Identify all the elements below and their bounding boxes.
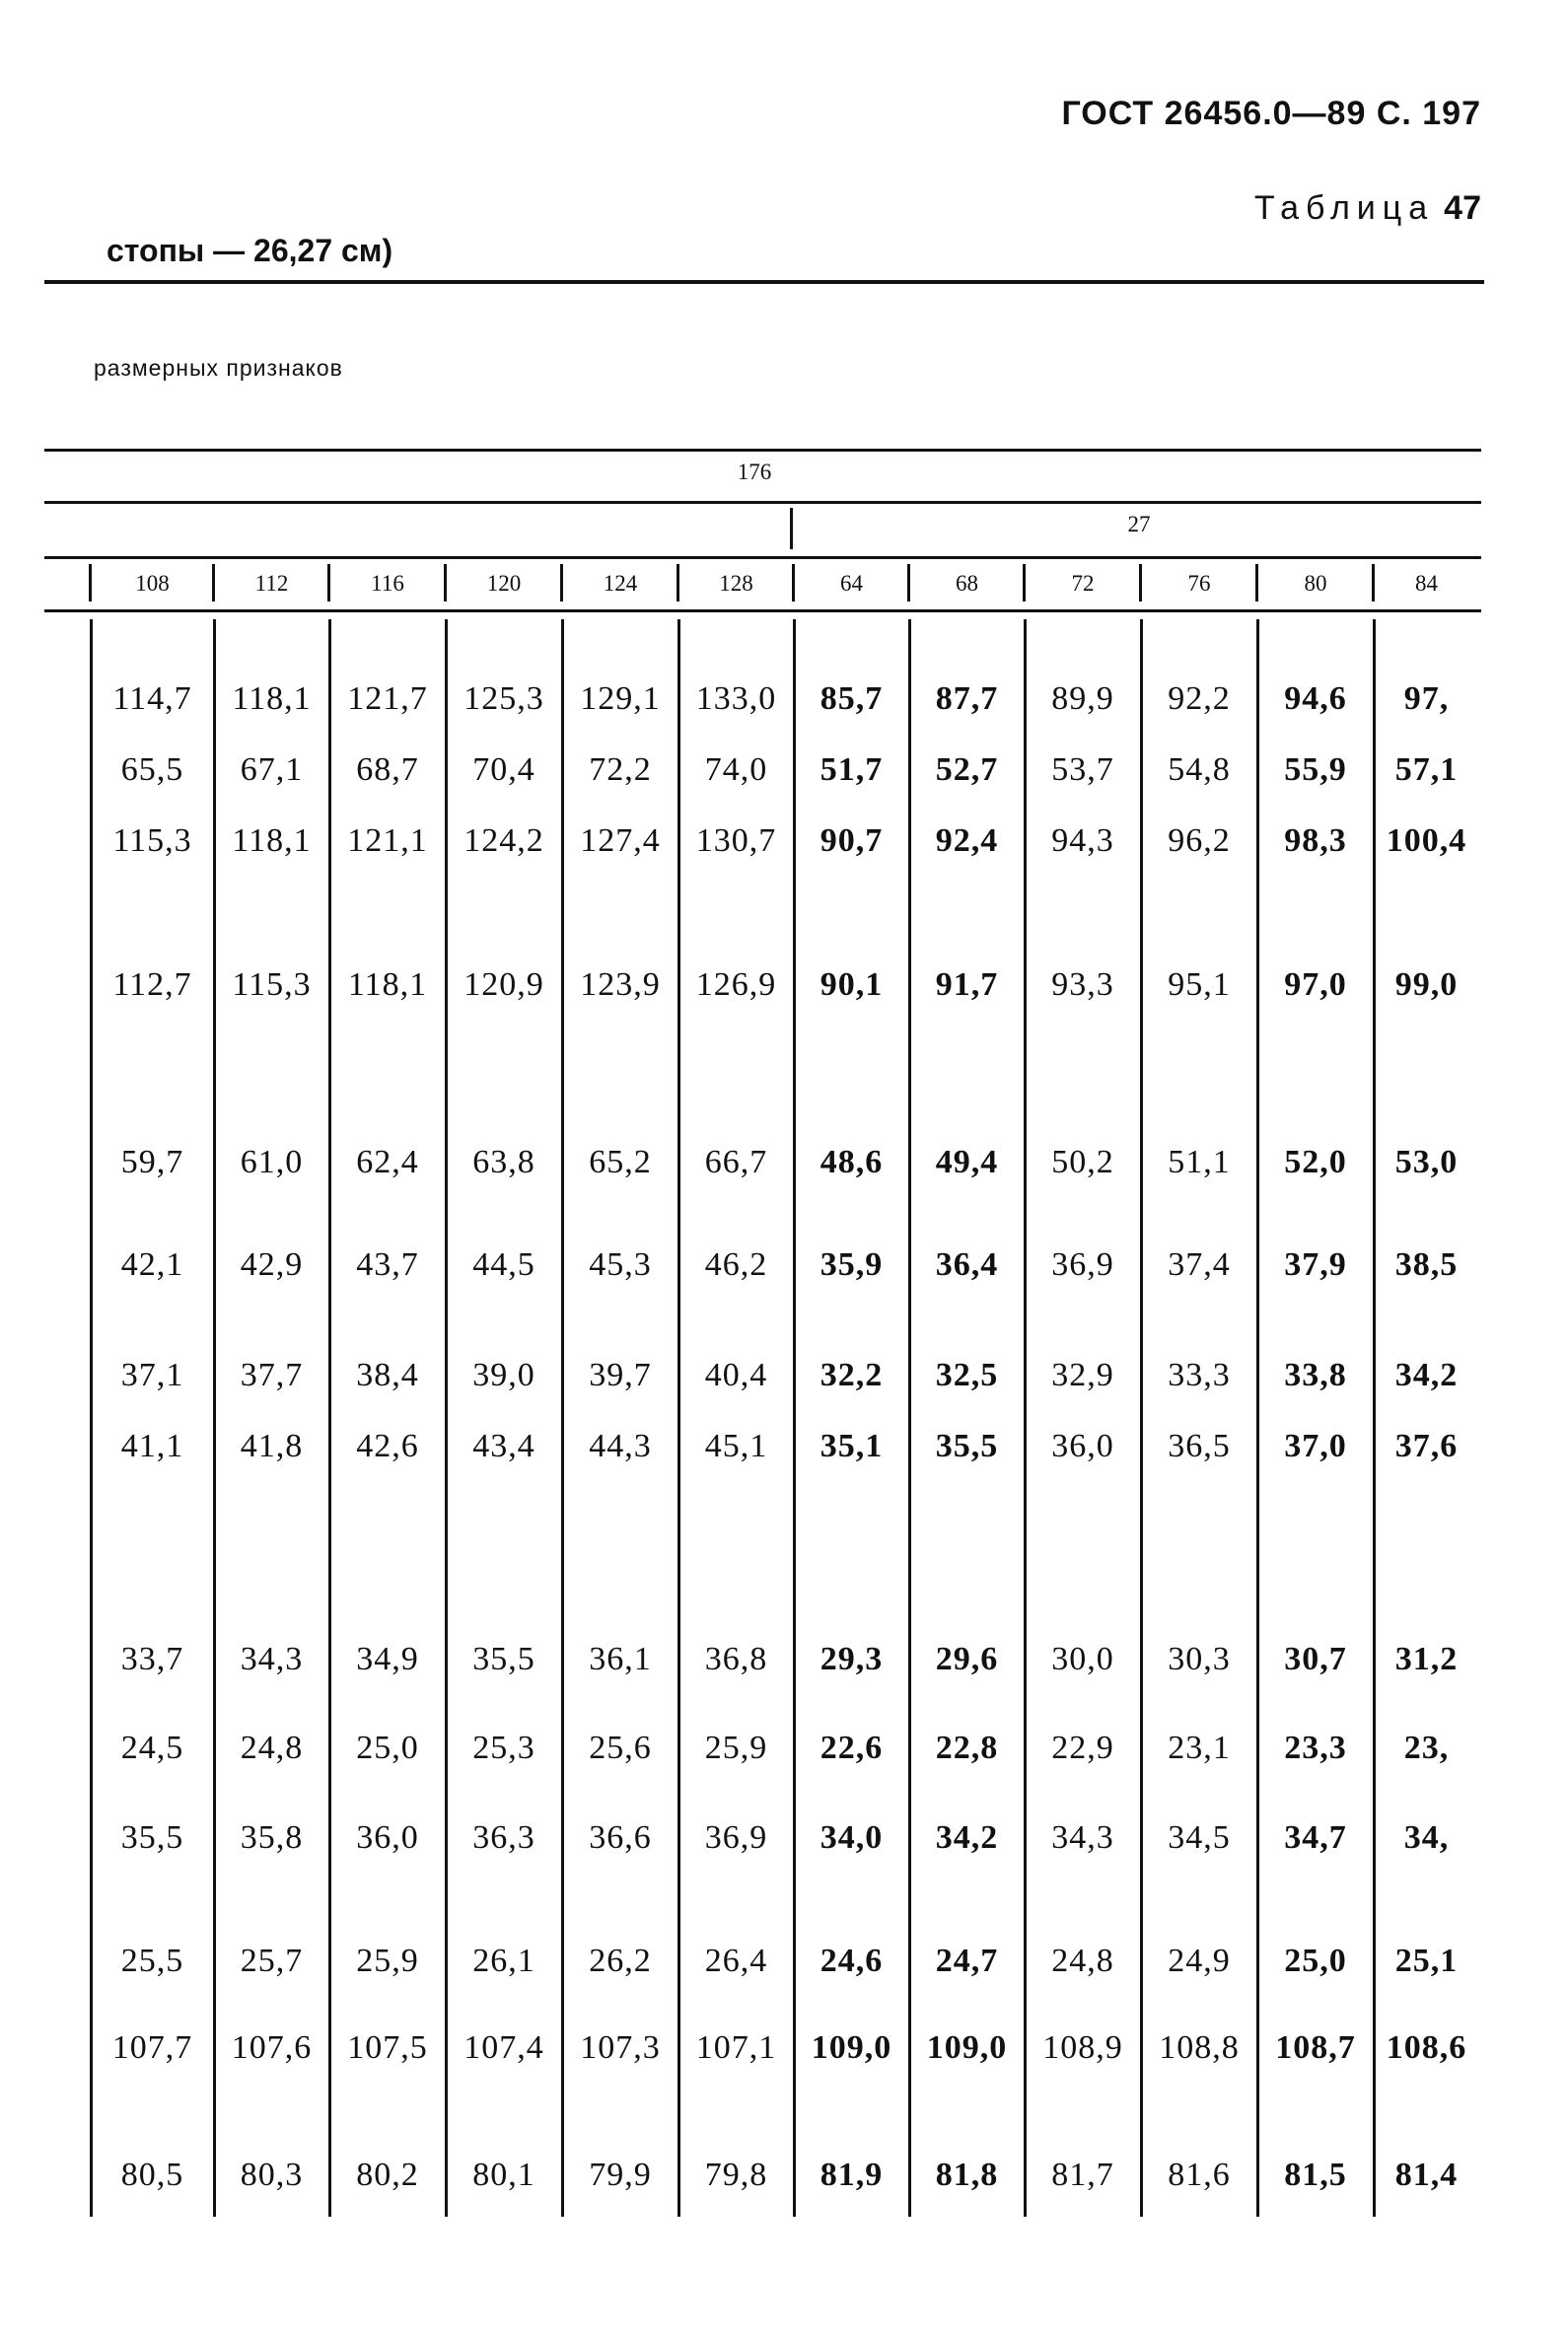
table-cell: 38,4 [356,1357,419,1393]
table-cell: 33,7 [120,1641,184,1677]
table-cell: 23,1 [1168,1730,1231,1766]
table-cell: 26,4 [704,1943,768,1979]
table-subtitle: стопы — 26,27 см) [107,233,393,268]
table-cell: 36,9 [704,1819,768,1856]
table-word: Таблица [1253,189,1435,227]
table-cell: 22,9 [1051,1730,1114,1766]
table-cell: 133,0 [695,680,777,717]
table-cell: 92,2 [1168,680,1231,717]
body-top-rule [44,609,1481,612]
table-cell: 68,7 [356,751,419,788]
group-separator [790,508,793,549]
column-line [908,619,911,2217]
table-cell: 35,8 [240,1819,304,1856]
table-cell: 126,9 [695,966,777,1003]
table-cell: 114,7 [112,680,192,717]
table-cell: 61,0 [240,1144,304,1180]
table-cell: 39,7 [589,1357,652,1393]
top-rule [44,280,1484,284]
table-cell: 25,5 [120,1943,184,1979]
table-cell: 81,6 [1168,2157,1231,2193]
table-cell: 23,3 [1284,1730,1347,1766]
table-number: 47 [1444,189,1481,227]
table-cell: 45,1 [704,1428,768,1464]
table-cell: 53,0 [1394,1144,1459,1180]
column-header-120: 120 [446,564,562,603]
table-cell: 99,0 [1394,966,1459,1003]
column-line [1373,619,1376,2217]
table-cell: 118,1 [232,680,312,717]
table-cell: 94,6 [1284,680,1347,717]
table-cell: 35,1 [820,1428,884,1464]
table-cell: 37,4 [1168,1246,1231,1283]
table-cell: 24,5 [120,1730,184,1766]
column-header-80: 80 [1257,564,1374,603]
table-cell: 36,0 [356,1819,419,1856]
column-header-68: 68 [909,564,1025,603]
table-cell: 34,9 [356,1641,419,1677]
table-cell: 24,8 [1051,1943,1114,1979]
table-cell: 108,8 [1159,2029,1240,2066]
table-cell: 45,3 [589,1246,652,1283]
table-cell: 108,7 [1275,2029,1356,2066]
table-cell: 80,2 [356,2157,419,2193]
table-cell: 79,8 [704,2157,768,2193]
table-cell: 26,2 [589,1943,652,1979]
table-cell: 49,4 [935,1144,999,1180]
table-cell: 35,9 [820,1246,884,1283]
table-cell: 29,6 [935,1641,999,1677]
table-cell: 35,5 [120,1819,184,1856]
table-cell: 107,5 [347,2029,428,2066]
document-header: ГОСТ 26456.0—89 С. 197 [1061,95,1481,132]
column-header-124: 124 [562,564,678,603]
table-cell: 34,5 [1168,1819,1231,1856]
table-cell: 127,4 [580,822,661,859]
table-cell: 32,9 [1051,1357,1114,1393]
column-header-112: 112 [214,564,329,603]
table-cell: 22,8 [935,1730,999,1766]
table-cell: 33,3 [1168,1357,1231,1393]
table-cell: 121,7 [347,680,428,717]
column-line [677,619,680,2217]
table-cell: 34,0 [820,1819,884,1856]
table-cell: 109,0 [811,2029,892,2066]
table-cell: 81,5 [1284,2157,1347,2193]
group-header-height: 176 [737,460,772,484]
table-cell: 118,1 [347,966,428,1003]
table-cell: 65,2 [589,1144,652,1180]
table-cell: 70,4 [472,751,535,788]
table-cell: 97,0 [1284,966,1347,1003]
table-cell: 85,7 [820,680,884,717]
table-cell: 97, [1403,680,1450,717]
table-cell: 108,9 [1042,2029,1123,2066]
table-cell: 36,5 [1168,1428,1231,1464]
table-cell: 44,5 [472,1246,535,1283]
table-cell: 30,7 [1284,1641,1347,1677]
table-cell: 81,7 [1051,2157,1114,2193]
table-cell: 24,9 [1168,1943,1231,1979]
table-cell: 91,7 [935,966,999,1003]
column-line [90,619,93,2217]
table-cell: 123,9 [580,966,661,1003]
table-cell: 94,3 [1051,822,1114,859]
table-cell: 120,9 [463,966,544,1003]
table-cell: 54,8 [1168,751,1231,788]
table-cell: 35,5 [472,1641,535,1677]
table-cell: 55,9 [1284,751,1347,788]
table-cell: 63,8 [472,1144,535,1180]
column-line [1140,619,1143,2217]
table-cell: 36,6 [589,1819,652,1856]
table-cell: 107,3 [580,2029,661,2066]
table-cell: 130,7 [695,822,777,859]
table-cell: 100,4 [1386,822,1467,859]
table-cell: 42,1 [120,1246,184,1283]
table-cell: 34, [1403,1819,1450,1856]
table-cell: 107,1 [695,2029,777,2066]
table-cell: 52,7 [935,751,999,788]
table-cell: 42,9 [240,1246,304,1283]
table-cell: 96,2 [1168,822,1231,859]
table-cell: 129,1 [580,680,661,717]
table-cell: 89,9 [1051,680,1114,717]
column-header-128: 128 [678,564,794,603]
column-line [1256,619,1259,2217]
table-cell: 37,1 [120,1357,184,1393]
table-cell: 81,8 [935,2157,999,2193]
table-cell: 25,6 [589,1730,652,1766]
table-cell: 37,6 [1394,1428,1459,1464]
table-cell: 25,0 [1284,1943,1347,1979]
table-cell: 30,0 [1051,1641,1114,1677]
table-cell: 48,6 [820,1144,884,1180]
table-cell: 40,4 [704,1357,768,1393]
table-cell: 25,9 [356,1943,419,1979]
table-cell: 79,9 [589,2157,652,2193]
table-cell: 80,5 [120,2157,184,2193]
column-header-108: 108 [91,564,214,603]
column-header-64: 64 [794,564,909,603]
table-cell: 74,0 [704,751,768,788]
table-cell: 87,7 [935,680,999,717]
column-line [213,619,216,2217]
column-line [1024,619,1027,2217]
table-cell: 107,4 [463,2029,544,2066]
table-cell: 108,6 [1386,2029,1467,2066]
table-label [1254,189,1481,228]
table-top-rule [44,449,1481,452]
table-cell: 52,0 [1284,1144,1347,1180]
table-cell: 90,7 [820,822,884,859]
table-cell: 29,3 [820,1641,884,1677]
table-cell: 90,1 [820,966,884,1003]
table-cell: 67,1 [240,751,304,788]
table-cell: 44,3 [589,1428,652,1464]
table-cell: 37,9 [1284,1246,1347,1283]
table-cell: 57,1 [1394,751,1459,788]
table-cell: 81,9 [820,2157,884,2193]
column-line [445,619,448,2217]
table-cell: 65,5 [120,751,184,788]
table-cell: 118,1 [232,822,312,859]
table-cell: 42,6 [356,1428,419,1464]
table-cell: 34,2 [935,1819,999,1856]
table-cell: 30,3 [1168,1641,1231,1677]
table-cell: 24,7 [935,1943,999,1979]
table-cell: 72,2 [589,751,652,788]
table-cell: 25,1 [1394,1943,1459,1979]
table-cell: 36,8 [704,1641,768,1677]
table-cell: 46,2 [704,1246,768,1283]
table-cell: 80,3 [240,2157,304,2193]
table-cell: 121,1 [347,822,428,859]
table-cell: 43,7 [356,1246,419,1283]
table-cell: 125,3 [463,680,544,717]
table-cell: 41,8 [240,1428,304,1464]
table-cell: 41,1 [120,1428,184,1464]
group-rule [44,501,1481,504]
column-header-rule [44,556,1481,559]
table-cell: 95,1 [1168,966,1231,1003]
column-header-72: 72 [1025,564,1141,603]
table-cell: 98,3 [1284,822,1347,859]
table-cell: 38,5 [1394,1246,1459,1283]
table-cell: 36,9 [1051,1246,1114,1283]
column-line [793,619,796,2217]
table-cell: 36,1 [589,1641,652,1677]
table-cell: 25,3 [472,1730,535,1766]
table-cell: 24,8 [240,1730,304,1766]
table-cell: 34,3 [240,1641,304,1677]
table-cell: 36,0 [1051,1428,1114,1464]
table-cell: 25,9 [704,1730,768,1766]
table-cell: 124,2 [463,822,544,859]
table-cell: 37,0 [1284,1428,1347,1464]
table-cell: 107,7 [111,2029,193,2066]
table-cell: 93,3 [1051,966,1114,1003]
table-cell: 32,5 [935,1357,999,1393]
table-cell: 36,3 [472,1819,535,1856]
table-cell: 23, [1403,1730,1450,1766]
table-cell: 80,1 [472,2157,535,2193]
table-cell: 39,0 [472,1357,535,1393]
table-cell: 109,0 [926,2029,1008,2066]
table-cell: 112,7 [112,966,192,1003]
table-cell: 35,5 [935,1428,999,1464]
table-cell: 107,6 [231,2029,313,2066]
table-cell: 59,7 [120,1144,184,1180]
table-cell: 22,6 [820,1730,884,1766]
table-cell: 25,7 [240,1943,304,1979]
table-cell: 62,4 [356,1144,419,1180]
table-cell: 37,7 [240,1357,304,1393]
table-cell: 34,2 [1394,1357,1459,1393]
table-caption: размерных признаков [94,355,343,381]
column-header-76: 76 [1141,564,1257,603]
column-line [561,619,564,2217]
table-cell: 31,2 [1394,1641,1459,1677]
table-cell: 34,7 [1284,1819,1347,1856]
table-cell: 92,4 [935,822,999,859]
table-cell: 51,1 [1168,1144,1231,1180]
column-header-84: 84 [1374,564,1479,603]
column-header-116: 116 [329,564,446,603]
table-cell: 53,7 [1051,751,1114,788]
table-cell: 115,3 [232,966,312,1003]
table-cell: 25,0 [356,1730,419,1766]
table-cell: 43,4 [472,1428,535,1464]
table-cell: 115,3 [112,822,192,859]
group-header-foot-size: 27 [1127,512,1151,536]
table-cell: 24,6 [820,1943,884,1979]
table-cell: 50,2 [1051,1144,1114,1180]
table-cell: 66,7 [704,1144,768,1180]
table-cell: 81,4 [1394,2157,1459,2193]
table-cell: 36,4 [935,1246,999,1283]
column-line [328,619,331,2217]
table-cell: 26,1 [472,1943,535,1979]
table-cell: 32,2 [820,1357,884,1393]
table-cell: 34,3 [1051,1819,1114,1856]
table-cell: 33,8 [1284,1357,1347,1393]
table-cell: 51,7 [820,751,884,788]
